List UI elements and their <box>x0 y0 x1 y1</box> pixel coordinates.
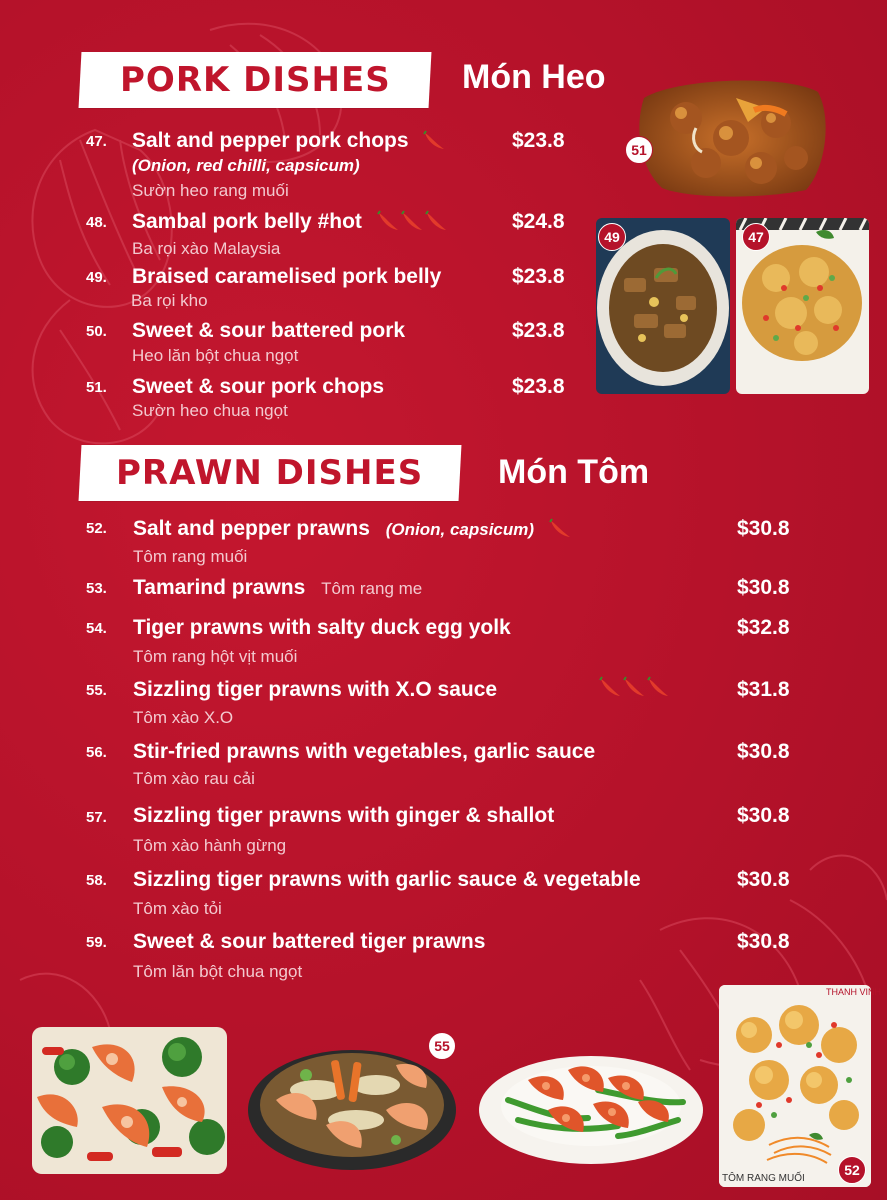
chilli-icon <box>422 130 448 152</box>
item-name: Tiger prawns with salty duck egg yolk <box>133 616 511 639</box>
item-price: $30.8 <box>737 517 790 540</box>
item-number: 49. <box>86 269 107 286</box>
item-name: Stir-fried prawns with vegetables, garlic sauce <box>133 740 596 763</box>
item-price: $23.8 <box>512 129 565 152</box>
item-name-text: Tamarind prawns <box>133 576 306 599</box>
item-viet-name: Ba rọi kho <box>131 291 208 310</box>
item-viet-name: Heo lăn bột chua ngọt <box>132 346 299 365</box>
dish-photo-stirfry-prawns <box>32 1027 227 1174</box>
chilli-icon <box>598 676 674 705</box>
photo-badge: 55 <box>428 1032 456 1060</box>
item-viet-name: Tôm xào X.O <box>133 708 234 727</box>
item-name <box>133 517 574 541</box>
item-viet-name: Ba rọi xào Malaysia <box>132 239 281 258</box>
photo-badge: 49 <box>598 223 626 251</box>
item-number: 53. <box>86 580 107 597</box>
item-viet-name: Tôm xào hành gừng <box>133 836 287 855</box>
item-price: $30.8 <box>737 576 790 599</box>
pork-section-viet-title: Món Heo <box>462 58 606 96</box>
item-name: Sizzling tiger prawns with ginger & shallot <box>133 804 555 827</box>
item-price: $30.8 <box>737 930 790 953</box>
item-number: 55. <box>86 682 107 699</box>
item-name <box>132 210 452 234</box>
item-name-text: Salt and pepper pork chops <box>132 129 409 152</box>
item-number: 56. <box>86 744 107 761</box>
item-viet-name: Tôm rang muối <box>133 547 248 566</box>
item-price: $23.8 <box>512 319 565 342</box>
photo-badge: 52 <box>838 1156 866 1184</box>
item-viet-name: Sườn heo chua ngọt <box>132 401 288 420</box>
item-price: $23.8 <box>512 375 565 398</box>
item-name: Sweet & sour pork chops <box>132 375 385 398</box>
item-description: (Onion, red chilli, capsicum) <box>132 156 360 175</box>
item-name-text: Sambal pork belly #hot <box>132 210 362 233</box>
item-price: $23.8 <box>512 265 565 288</box>
item-name <box>133 576 422 600</box>
item-name: Braised caramelised pork belly <box>132 265 442 288</box>
pork-section-banner <box>79 52 432 108</box>
item-viet-name: Tôm rang hột vịt muối <box>133 647 298 666</box>
item-price: $31.8 <box>737 678 790 701</box>
item-price: $30.8 <box>737 740 790 763</box>
item-description: (Onion, capsicum) <box>385 520 535 539</box>
item-number: 59. <box>86 934 107 951</box>
item-number: 48. <box>86 214 107 231</box>
chilli-icon <box>548 518 574 540</box>
item-viet-name: Tôm lăn bột chua ngọt <box>133 962 303 981</box>
dish-photo-51 <box>636 78 828 198</box>
photo-watermark: THANH VINH <box>826 987 882 997</box>
item-name: Sizzling tiger prawns with garlic sauce & vegetable <box>133 868 641 891</box>
item-number: 47. <box>86 133 107 150</box>
item-name <box>132 129 448 153</box>
item-viet-name: Tôm xào tỏi <box>133 899 222 918</box>
item-price: $30.8 <box>737 804 790 827</box>
item-number: 58. <box>86 872 107 889</box>
item-viet-inline: Tôm rang me <box>321 579 423 598</box>
item-price: $32.8 <box>737 616 790 639</box>
item-viet-name: Tôm xào rau cải <box>133 769 255 788</box>
item-name: Sweet & sour battered tiger prawns <box>133 930 486 953</box>
item-name: Sweet & sour battered pork <box>132 319 406 342</box>
item-number: 54. <box>86 620 107 637</box>
item-number: 51. <box>86 379 107 396</box>
pork-section-title: PORK DISHES <box>119 60 391 100</box>
photo-badge: 47 <box>742 223 770 251</box>
prawn-section-banner <box>79 445 462 501</box>
prawn-section-title: PRAWN DISHES <box>116 453 424 493</box>
chilli-icon <box>376 210 452 234</box>
dish-photo-tamarind-prawns <box>478 1040 704 1168</box>
prawn-section-viet-title: Món Tôm <box>498 453 650 491</box>
photo-badge: 51 <box>625 136 653 164</box>
item-price: $30.8 <box>737 868 790 891</box>
item-price: $24.8 <box>512 210 565 233</box>
photo-caption: TÔM RANG MUỐI <box>722 1173 805 1184</box>
dish-photo-55 <box>246 1030 459 1172</box>
item-number: 52. <box>86 520 107 537</box>
item-name: Sizzling tiger prawns with X.O sauce <box>133 678 498 701</box>
item-number: 57. <box>86 809 107 826</box>
item-viet-name: Sườn heo rang muối <box>132 181 289 200</box>
item-name-text: Salt and pepper prawns <box>133 517 370 540</box>
item-number: 50. <box>86 323 107 340</box>
